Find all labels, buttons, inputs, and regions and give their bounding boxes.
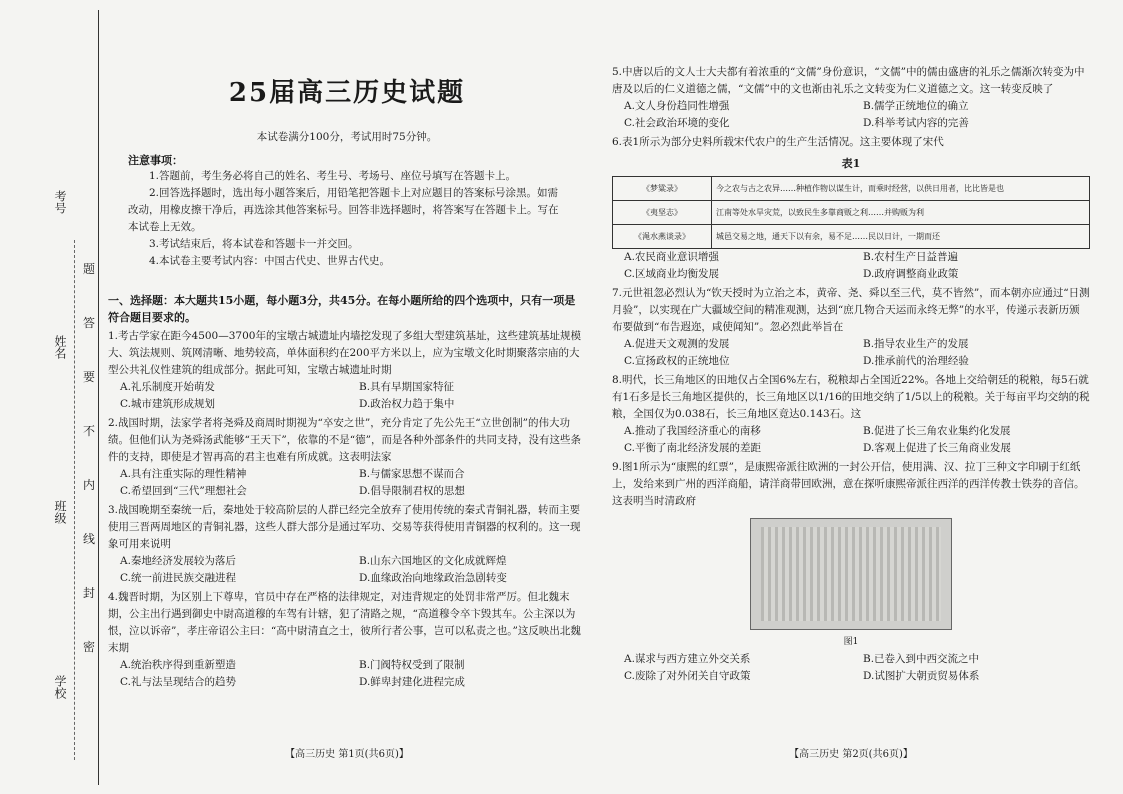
notice-item: 2.回答选择题时，选出每小题答案后，用铅笔把答题卡上对应题目的答案标号涂黑。如需改动，用橡皮擦干净后，再选涂其他答案标号。回答非选择题时，将答案写在答题卡上。写在本试卷上无效。 (128, 187, 559, 233)
option: B.与儒家思想不谋而合 (359, 468, 465, 480)
question-9 (612, 459, 1090, 685)
question-stem: 6.表1所示为部分史料所载宋代农户的生产生活情况。这主要体现了宋代 (612, 136, 944, 148)
question-stem: 3.战国晚期至秦统一后，秦地处于较高阶层的人群已经完全放弃了使用传统的秦式青铜礼器，转而主要使用三晋两周地区的青铜礼器，这些人群大部分是通过军功、交易等获得使用青铜器的权利的。这一现象可用来说明 (108, 504, 581, 550)
question-3 (108, 502, 586, 587)
notice-item: 4.本试卷主要考试内容：中国古代史、世界古代史。 (149, 255, 391, 267)
figure-caption: 图1 (843, 637, 859, 647)
option: B.农村生产日益普遍 (863, 251, 959, 263)
options (108, 553, 586, 587)
table-cell-content: 江南等处水旱灾荒，以致民生多靠商贩之利……并购贩为利 (712, 201, 1090, 225)
option: B.已卷入到中西交流之中 (863, 653, 980, 665)
question-6 (612, 134, 1090, 283)
option: D.血缘政治向地缘政治急剧转变 (359, 572, 507, 584)
options (108, 657, 586, 691)
seal-char: 内 (82, 478, 95, 492)
option: D.科举考试内容的完善 (863, 117, 969, 129)
option: D.倡导限制君权的思想 (359, 485, 465, 497)
table-cell-source: 《渑水燕谈录》 (613, 225, 712, 249)
page-2 (612, 0, 1090, 794)
table-cell-content: 今之农与古之农异……种植作物以谋生计，而乘时经营，以供日用者，比比皆是也 (712, 177, 1090, 201)
seal-char: 线 (82, 532, 95, 546)
option: B.门阀特权受到了限制 (359, 659, 465, 671)
options (612, 98, 1090, 132)
option: D.政府调整商业政策 (863, 268, 959, 280)
seal-warning (82, 262, 96, 694)
option: C.城市建筑形成规划 (120, 398, 215, 410)
seal-char: 不 (82, 424, 95, 438)
question-stem: 1.考古学家在距今4500—3700年的宝墩古城遗址内墙挖发现了多组大型建筑基址，这些建筑基址规模大、筑法规则、筑网清晰、地势较高，单体面积约在200平方米以上，应为宝墩文化时期聚落宗庙的大型公共礼仪性建筑的组成部分。据此可知，宝墩古城遗址时期 (108, 330, 581, 376)
option: C.社会政治环境的变化 (624, 117, 730, 129)
page-footer: 【高三历史 第2页(共6页)】 (789, 749, 913, 760)
options (612, 336, 1090, 370)
gutter-label-name: 姓名 (53, 335, 67, 359)
table-row (613, 225, 1090, 249)
table-caption: 表1 (841, 157, 861, 170)
question-1 (108, 328, 586, 413)
option: B.山东六国地区的文化成就辉煌 (359, 555, 507, 567)
option: A.促进天文观测的发展 (624, 338, 730, 350)
seal-char: 要 (82, 370, 95, 384)
option: D.鲜卑封建化进程完成 (359, 676, 465, 688)
option: C.废除了对外闭关自守政策 (624, 670, 751, 682)
table-row (613, 177, 1090, 201)
seal-char: 题 (82, 262, 95, 276)
table-cell-source: 《梦粱录》 (613, 177, 712, 201)
table-cell-content: 城邑交易之地，通天下以有余，易不足……民以日计，一期而还 (712, 225, 1090, 249)
option: C.希望回到“三代”理想社会 (120, 485, 247, 497)
options (612, 249, 1090, 283)
option: A.礼乐制度开始萌发 (120, 381, 215, 393)
seal-char: 答 (82, 316, 95, 330)
red-ticket-figure (750, 518, 952, 630)
options (108, 466, 586, 500)
section-heading: 一、选择题：本大题共15小题，每小题3分，共45分。在每小题所给的四个选项中，只有一项是符合题目要求的。 (108, 294, 576, 324)
exam-title: 25届高三历史试题 (228, 78, 466, 108)
option: B.促进了长三角农业集约化发展 (863, 425, 1011, 437)
option: A.农民商业意识增强 (624, 251, 719, 263)
document-image (761, 527, 941, 621)
question-2 (108, 415, 586, 500)
notice-heading: 注意事项： (128, 154, 183, 167)
option: C.礼与法呈现结合的趋势 (120, 676, 236, 688)
option: D.政治权力趋于集中 (359, 398, 455, 410)
option: B.具有早期国家特征 (359, 381, 455, 393)
seal-dashed-line (74, 240, 75, 760)
table-row (613, 201, 1090, 225)
gutter-label-school: 学校 (53, 675, 67, 699)
source-table (612, 176, 1090, 249)
binding-gutter (0, 0, 100, 794)
options (612, 423, 1090, 457)
notice-list (128, 168, 568, 270)
seal-char: 密 (82, 640, 95, 654)
option: B.指导农业生产的发展 (863, 338, 969, 350)
options (612, 651, 1090, 685)
seal-char: 封 (82, 586, 95, 600)
options (108, 379, 586, 413)
option: A.统治秩序得到重新塑造 (120, 659, 236, 671)
option: D.试图扩大朝贡贸易体系 (863, 670, 980, 682)
question-stem: 8.明代，长三角地区的田地仅占全国6%左右，税粮却占全国近22%。各地上交给朝廷的税粮，每5石就有1石多是长三角地区提供的，长三角地区以1/16的田地交纳了1/5以上的税粮。关于每亩平均交纳的税粮，全国仅为0.038石，长三角地区竟达0.143石。这 (612, 374, 1090, 420)
option: B.儒学正统地位的确立 (863, 100, 969, 112)
question-7 (612, 285, 1090, 370)
question-4 (108, 589, 586, 691)
option: C.区域商业均衡发展 (624, 268, 719, 280)
question-stem: 9.图1所示为“康熙的红票”，是康熙帝派往欧洲的一封公开信，使用满、汉、拉丁三种文字印刷于红纸上，发给来到广州的西洋商船，请洋商带回欧洲，意在探听康熙帝派往西洋的西洋传教士铁券的音信。这表明当时清政府 (612, 461, 1085, 507)
option: D.推承前代的治理经验 (863, 355, 969, 367)
notice-item: 3.考试结束后，将本试卷和答题卡一并交回。 (149, 238, 359, 250)
question-5 (612, 64, 1090, 132)
notice-item: 1.答题前，考生务必将自己的姓名、考生号、考场号、座位号填写在答题卡上。 (149, 170, 517, 182)
option: A.文人身份趋同性增强 (624, 100, 730, 112)
option: A.秦地经济发展较为落后 (120, 555, 236, 567)
gutter-label-exam-number: 考号 (53, 190, 67, 214)
question-stem: 5.中唐以后的文人士大夫都有着浓重的“文儒”身份意识，“文儒”中的儒由盛唐的礼乐之儒渐次转变为中唐及以后的仁义道德之儒，“文儒”中的文也渐由礼乐之文转变为仁义道德之文。这一转变反映了 (612, 66, 1085, 95)
exam-info: 本试卷满分100分，考试用时75分钟。 (256, 131, 438, 143)
question-8 (612, 372, 1090, 457)
table-cell-source: 《夷坚志》 (613, 201, 712, 225)
gutter-label-class: 班级 (53, 500, 67, 524)
option: A.推动了我国经济重心的南移 (624, 425, 761, 437)
option: C.平衡了南北经济发展的差距 (624, 442, 761, 454)
page-footer: 【高三历史 第1页(共6页)】 (285, 749, 409, 760)
page-1 (108, 0, 586, 794)
question-stem: 4.魏晋时期，为区别上下尊卑，官员中存在严格的法律规定，对违背规定的处罚非常严厉。但北魏末期，公主出行遇到御史中尉高道穆的车驾有计辖，犯了清路之规，“高道穆令卒卞毁其车。公主深以为恨，泣以诉帝”，孝庄帝诏公主曰：“高中尉清直之士，彼所行者公事，岂可以私责之也。”这反映出北魏末期 (108, 591, 581, 654)
gutter-line (98, 10, 99, 785)
option: A.谋求与西方建立外交关系 (624, 653, 751, 665)
question-stem: 2.战国时期，法家学者将尧舜及商周时期视为“卒安之世”，充分肯定了先公先王“立世创制”的伟大功绩。但他们认为尧舜汤武能够“王天下”，依靠的不是“德”，而是各种外部条件的共同支持，没有这些条件的支持，即使是才智再高的君主也难有所成就。这表明法家 (108, 417, 581, 463)
question-stem: 7.元世祖忽必烈认为“钦天授时为立治之本，黄帝、尧、舜以至三代，莫不皆然”，而本朝亦应通过“日测月验”，以实现在广大疆域空间的精准观测，达到“庶几物合天运而永终无弊”的水平，传递示表新历颁布要做到“布告遐迩，咸使闻知”。忽必烈此举旨在 (612, 287, 1090, 333)
option: C.统一前进民族交融进程 (120, 572, 236, 584)
option: A.具有注重实际的理性精神 (120, 468, 247, 480)
option: D.客观上促进了长三角商业发展 (863, 442, 1011, 454)
option: C.宣扬政权的正统地位 (624, 355, 730, 367)
